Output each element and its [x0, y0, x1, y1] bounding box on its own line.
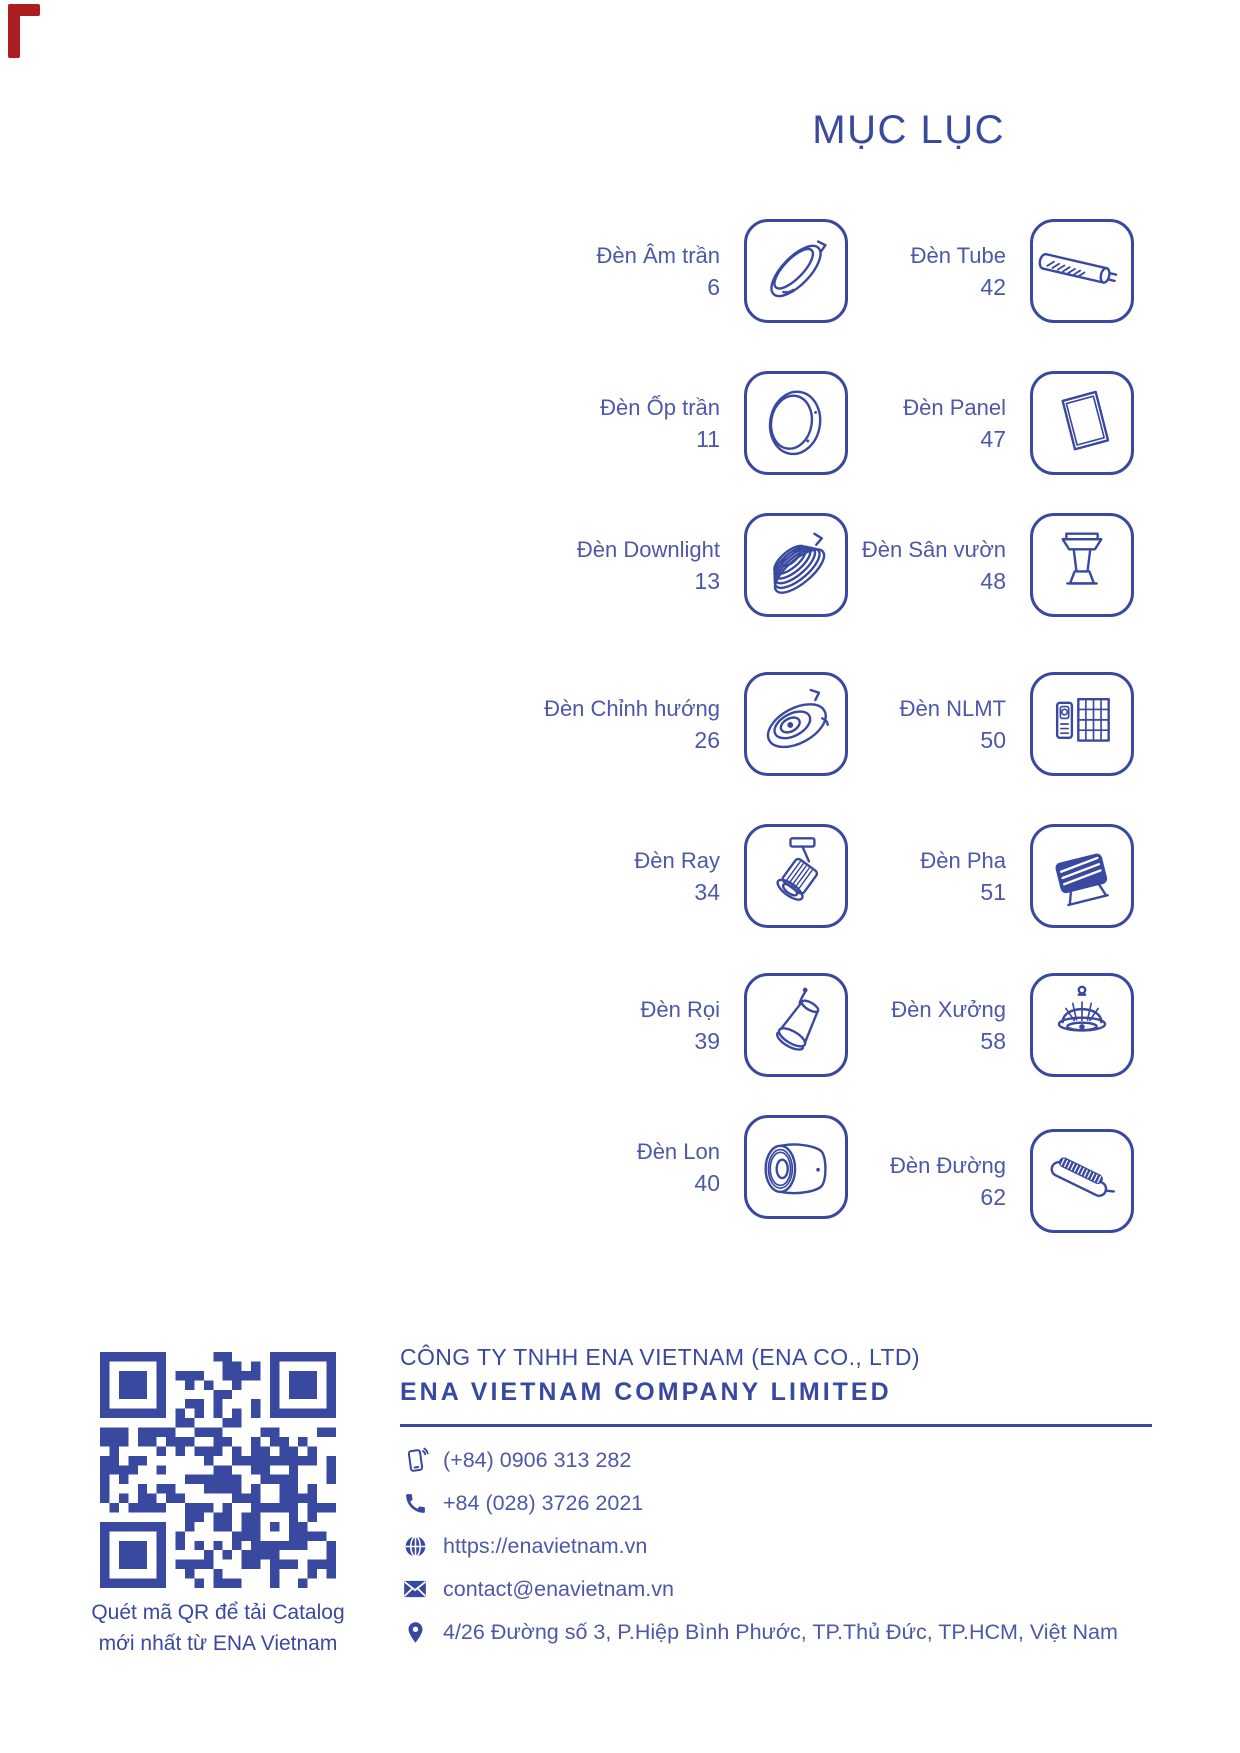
solar-light-icon: [1030, 672, 1134, 776]
toc-item-label: Đèn Âm trần: [596, 243, 720, 268]
contact-website-text: https://enavietnam.vn: [443, 1534, 648, 1558]
contact-email[interactable]: [400, 1574, 1190, 1604]
toc-item-label: Đèn NLMT: [899, 696, 1006, 721]
toc-item-label: Đèn Panel: [903, 395, 1006, 420]
toc-item-den-panel[interactable]: [0, 371, 1134, 475]
highbay-light-icon: [1030, 973, 1134, 1077]
toc-item-den-pha[interactable]: [0, 824, 1134, 928]
toc-item-label: Đèn Downlight: [576, 537, 720, 562]
contact-phone-text: +84 (028) 3726 2021: [443, 1491, 644, 1515]
toc-item-den-nlmt[interactable]: [0, 672, 1134, 776]
contact-email-text: contact@enavietnam.vn: [443, 1577, 674, 1601]
contact-address-text: 4/26 Đường số 3, P.Hiệp Bình Phước, TP.Thủ Đức, TP.HCM, Việt Nam: [443, 1620, 1118, 1644]
qr-caption-line2: mới nhất từ ENA Vietnam: [98, 1632, 338, 1655]
toc-item-label: Đèn Ốp trần: [600, 395, 720, 420]
street-light-icon: [1030, 1129, 1134, 1233]
toc-item-page-number: 26: [694, 727, 720, 753]
contact-mobile[interactable]: [400, 1445, 1190, 1475]
contact-list: [400, 1445, 1190, 1647]
toc-item-page-number: 47: [980, 426, 1006, 452]
garden-light-icon: [1030, 513, 1134, 617]
tube-light-icon: [1030, 219, 1134, 323]
contact-website[interactable]: [400, 1531, 1190, 1561]
toc-item-page-number: 62: [980, 1184, 1006, 1210]
contact-address: [400, 1617, 1190, 1647]
toc-item-label: Đèn Đường: [890, 1153, 1006, 1178]
flood-light-icon: [1030, 824, 1134, 928]
contact-phone[interactable]: [400, 1488, 1190, 1518]
mobile-icon: [400, 1446, 430, 1474]
qr-caption-line1: Quét mã QR để tải Catalog: [91, 1601, 345, 1624]
toc-item-label: Đèn Ray: [634, 848, 720, 873]
panel-light-icon: [1030, 371, 1134, 475]
toc-item-page-number: 34: [694, 879, 720, 905]
toc-item-page-number: 11: [696, 426, 720, 452]
toc-item-den-san-vuon[interactable]: [0, 513, 1134, 617]
phone-icon: [400, 1489, 430, 1517]
toc-item-den-tube[interactable]: [0, 219, 1134, 323]
toc-item-label: Đèn Xưởng: [891, 997, 1006, 1022]
toc-item-page-number: 39: [694, 1028, 720, 1054]
toc-item-label: Đèn Lon: [636, 1139, 720, 1164]
company-name-en: ENA VIETNAM COMPANY LIMITED: [400, 1378, 892, 1406]
page-title: MỤC LỤC: [812, 108, 1005, 152]
globe-icon: [400, 1532, 430, 1560]
corner-mark: [8, 4, 46, 69]
contact-mobile-text: (+84) 0906 313 282: [443, 1448, 632, 1472]
company-name-vi: CÔNG TY TNHH ENA VIETNAM (ENA CO., LTD): [400, 1344, 920, 1370]
toc-item-page-number: 40: [694, 1170, 720, 1196]
toc-item-page-number: 51: [980, 879, 1006, 905]
location-icon: [400, 1618, 430, 1646]
toc-item-den-xuong[interactable]: [0, 973, 1134, 1077]
toc-item-page-number: 13: [694, 568, 720, 594]
toc-item-page-number: 58: [980, 1028, 1006, 1054]
toc-item-label: Đèn Pha: [920, 848, 1006, 873]
qr-caption: [68, 1597, 368, 1659]
toc-item-page-number: 50: [980, 727, 1006, 753]
email-icon: [400, 1575, 430, 1603]
toc-item-label: Đèn Rọi: [640, 997, 720, 1022]
toc-item-label: Đèn Sân vườn: [861, 537, 1006, 562]
toc-item-page-number: 48: [980, 568, 1006, 594]
toc-item-page-number: 6: [707, 274, 720, 300]
qr-code: [100, 1352, 336, 1588]
toc-item-page-number: 42: [980, 274, 1006, 300]
footer-divider: [400, 1424, 1152, 1427]
toc-item-den-duong[interactable]: [0, 1129, 1134, 1233]
toc-item-label: Đèn Chỉnh hướng: [544, 696, 720, 721]
toc-item-label: Đèn Tube: [910, 243, 1006, 268]
